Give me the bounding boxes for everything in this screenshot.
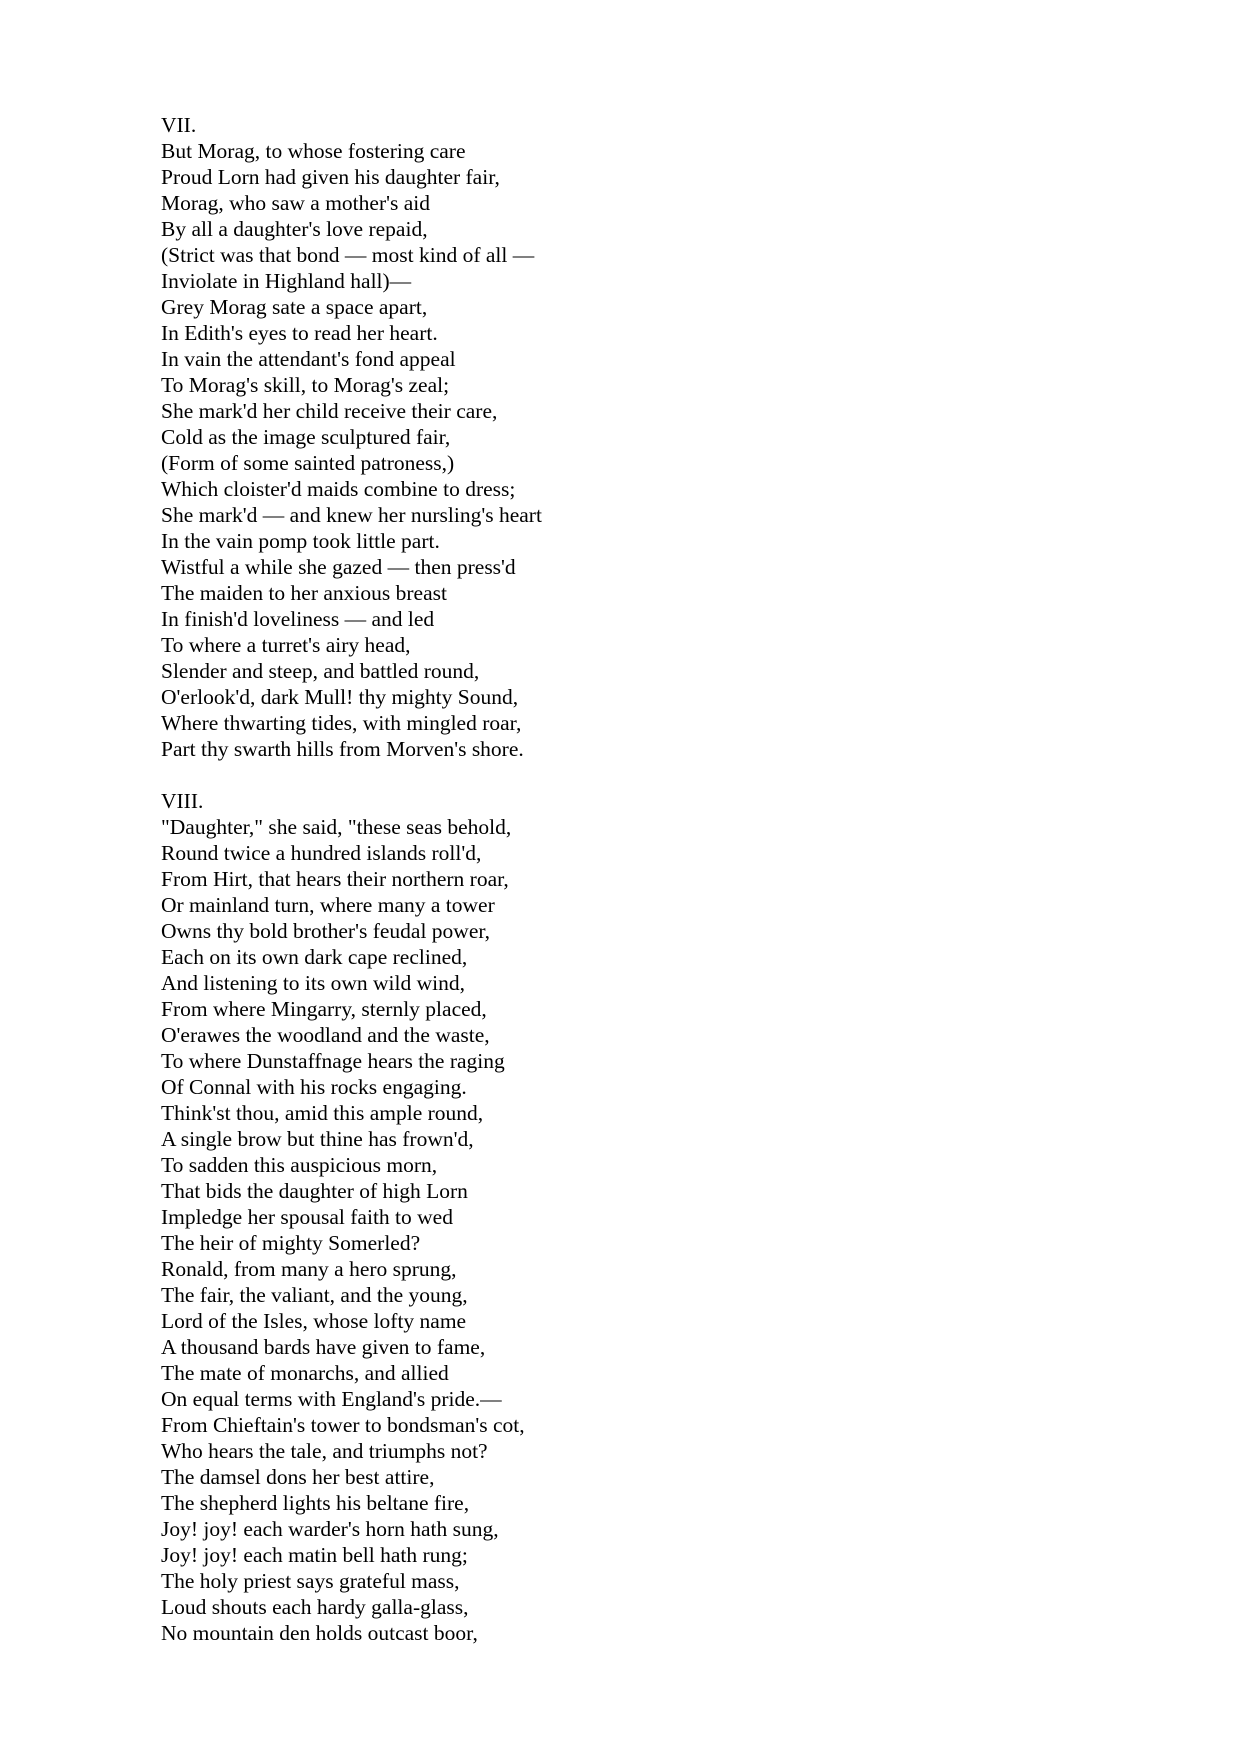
poem-line: She mark'd her child receive their care,: [161, 399, 498, 423]
poem-line: Loud shouts each hardy galla-glass,: [161, 1595, 469, 1619]
poem-line: To where Dunstaffnage hears the raging: [161, 1049, 505, 1073]
poem-line: Lord of the Isles, whose lofty name: [161, 1309, 467, 1333]
poem-line: Think'st thou, amid this ample round,: [161, 1101, 484, 1125]
stanza-numeral: VIII.: [161, 789, 204, 813]
poem-line: Owns thy bold brother's feudal power,: [161, 919, 491, 943]
poem-line: To Morag's skill, to Morag's zeal;: [161, 373, 450, 397]
poem-line: By all a daughter's love repaid,: [161, 217, 428, 241]
poem-line: Morag, who saw a mother's aid: [161, 191, 430, 215]
poem-line: Proud Lorn had given his daughter fair,: [161, 165, 500, 189]
poem-line: Or mainland turn, where many a tower: [161, 893, 495, 917]
poem-line: And listening to its own wild wind,: [161, 971, 465, 995]
poem-line: But Morag, to whose fostering care: [161, 139, 466, 163]
poem-line: The mate of monarchs, and allied: [161, 1361, 449, 1385]
poem-line: In Edith's eyes to read her heart.: [161, 321, 438, 345]
poem-line: Grey Morag sate a space apart,: [161, 295, 428, 319]
poem-line: Part thy swarth hills from Morven's shore.: [161, 737, 524, 761]
poem-line: Inviolate in Highland hall)—: [161, 269, 412, 293]
poem-line: Each on its own dark cape reclined,: [161, 945, 468, 969]
poem-line: A thousand bards have given to fame,: [161, 1335, 486, 1359]
poem-line: Wistful a while she gazed — then press'd: [161, 555, 516, 579]
poem-line: Slender and steep, and battled round,: [161, 659, 480, 683]
stanza-numeral: VII.: [161, 113, 197, 137]
poem-line: "Daughter," she said, "these seas behold,: [161, 815, 512, 839]
poem-line: (Strict was that bond — most kind of all —: [161, 243, 535, 267]
poem-line: Ronald, from many a hero sprung,: [161, 1257, 457, 1281]
poem-line: O'erlook'd, dark Mull! thy mighty Sound,: [161, 685, 519, 709]
poem-line: (Form of some sainted patroness,): [161, 451, 455, 475]
poem-line: The shepherd lights his beltane fire,: [161, 1491, 470, 1515]
stanza-vii: [161, 112, 861, 762]
poem-line: From Hirt, that hears their northern roar,: [161, 867, 509, 891]
poem-line: A single brow but thine has frown'd,: [161, 1127, 474, 1151]
poem-line: She mark'd — and knew her nursling's heart: [161, 503, 542, 527]
poem-line: On equal terms with England's pride.—: [161, 1387, 502, 1411]
poem-line: The damsel dons her best attire,: [161, 1465, 435, 1489]
poem-line: The heir of mighty Somerled?: [161, 1231, 421, 1255]
poem-line: Which cloister'd maids combine to dress;: [161, 477, 516, 501]
poem-line: The fair, the valiant, and the young,: [161, 1283, 468, 1307]
poem-line: In finish'd loveliness — and led: [161, 607, 435, 631]
poem-line: Round twice a hundred islands roll'd,: [161, 841, 482, 865]
poem-line: The holy priest says grateful mass,: [161, 1569, 460, 1593]
poem-line: That bids the daughter of high Lorn: [161, 1179, 468, 1203]
poem-line: Joy! joy! each matin bell hath rung;: [161, 1543, 468, 1567]
poem-line: In the vain pomp took little part.: [161, 529, 440, 553]
poem-line: In vain the attendant's fond appeal: [161, 347, 456, 371]
poem-line: From Chieftain's tower to bondsman's cot,: [161, 1413, 525, 1437]
poem-line: Impledge her spousal faith to wed: [161, 1205, 453, 1229]
poem-line: Of Connal with his rocks engaging.: [161, 1075, 467, 1099]
poem-line: To sadden this auspicious morn,: [161, 1153, 438, 1177]
poem-line: Joy! joy! each warder's horn hath sung,: [161, 1517, 499, 1541]
poem-line: To where a turret's airy head,: [161, 633, 411, 657]
poem-line: Where thwarting tides, with mingled roar,: [161, 711, 522, 735]
poem-line: Who hears the tale, and triumphs not?: [161, 1439, 488, 1463]
stanza-viii: [161, 788, 861, 1646]
poem-line: The maiden to her anxious breast: [161, 581, 447, 605]
poem-line: Cold as the image sculptured fair,: [161, 425, 451, 449]
poem-line: No mountain den holds outcast boor,: [161, 1621, 478, 1645]
poem-text: [161, 112, 861, 1646]
poem-line: O'erawes the woodland and the waste,: [161, 1023, 490, 1047]
poem-line: From where Mingarry, sternly placed,: [161, 997, 487, 1021]
